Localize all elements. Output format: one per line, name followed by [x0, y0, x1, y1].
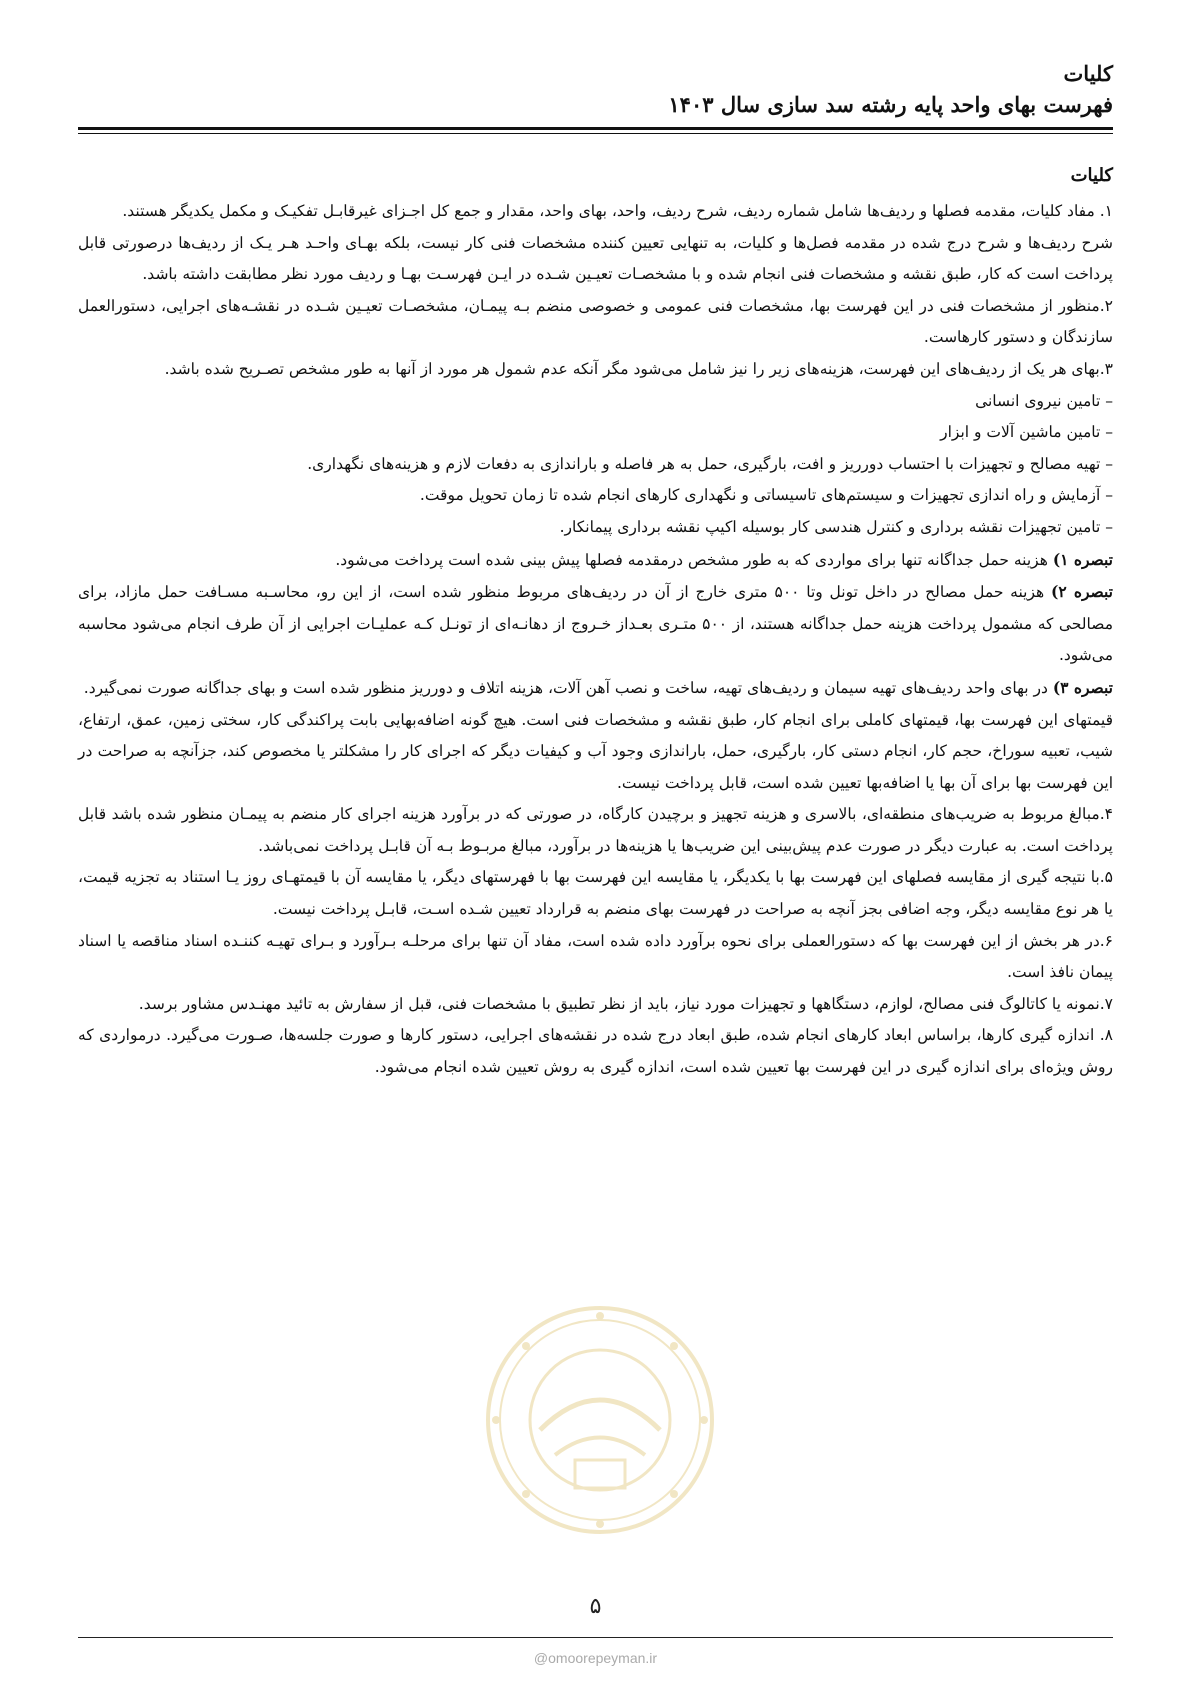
list-item: – تامین تجهیزات نقشه برداری و کنترل هندسی کار بوسیله اکیپ نقشه برداری پیمانکار.: [559, 517, 1113, 536]
watermark-seal-icon: [480, 1300, 720, 1540]
footer-divider: [78, 1637, 1113, 1638]
site-url: @omoorepeyman.ir: [533, 1650, 658, 1666]
list-item: – تهیه مصالح و تجهیزات با احتساب دورریز و افت، بارگیری، حمل به هر فاصله و باراندازی به دفعات لازم و هزینه‌های نگهداری.: [307, 454, 1113, 473]
paragraph-6: ۶.در هر بخش از این فهرست بها که دستورالعملی برای نحوه برآورد داده شده است، مفاد آن تنها برای مرحلـه بـرآورد و بـرای تهیـه کننـده اسناد مناقصه یا اسناد پیمان نافذ است.: [78, 931, 1113, 982]
note-2: [78, 576, 1113, 672]
note-text: هزینه حمل مصالح در داخل تونل وتا ۵۰۰ متری خارج از آن در ردیف‌های مربوط منظور شده است، از این رو، محاسـبه مسـافت حمل مازاد، برای مصالحی که مشمول پرداخت هزینه حمل جداگانه هستند، از ۵۰۰ متـری بعـداز خـروج از دهانـه‌ای از تونـل کـه عملیـات اجرایی از آن طرف انجام می‌شود محاسبه می‌شود.: [78, 583, 1113, 665]
list-item: – آزمایش و راه اندازی تجهیزات و سیستم‌های تاسیساتی و نگهداری کارهای انجام شده تا زمان تحویل موقت.: [419, 486, 1113, 505]
list-item: – تامین نیروی انسانی: [975, 391, 1113, 410]
note-label: تبصره ۲): [1050, 582, 1113, 602]
paragraph-1b: شرح ردیف‌ها و شرح درج شده در مقدمه فصل‌ها و کلیات، به تنهایی تعیین کننده مشخصات فنی کار نیست، بلکه بهـای واحـد هـر یـک از ردیف‌ها درصورتی قابل پرداخت است که کار، طبق نقشه و مشخصات فنی انجام شده و با مشخصـات تعیـین شـده در ایـن فهرسـت بهـا و ردیف مورد نظر مطابقت داشته باشد.: [78, 233, 1113, 284]
list-item: – تامین ماشین آلات و ابزار: [940, 423, 1113, 442]
note-label: تبصره ۳): [1052, 677, 1113, 697]
cost-items-list: [78, 386, 1113, 544]
section-title: کلیات: [1070, 165, 1113, 186]
header-divider-thin: [78, 133, 1113, 134]
paragraph-2: ۲.منظور از مشخصات فنی در این فهرست بها، مشخصات فنی عمومی و خصوصی منضم بـه پیمـان، مشخصـات تعیـین شـده در نقشـه‌های اجرایی، دستورالعمل سازندگان و دستور کارهاست.: [78, 296, 1113, 347]
header-divider-thick: [78, 127, 1113, 130]
note-3: [78, 672, 1113, 705]
paragraph-5: ۵.با نتیجه گیری از مقایسه فصلهای این فهرست بها با یکدیگر، یا مقایسه این فهرست بها با فهرستهای دیگر، یا مقایسه آن با قیمتهـای روز یـا استناد به تجزیه قیمت، یا هر نوع مقایسه دیگر، وجه اضافی بجز آنچه به صراحت در فهرست بهای منضم به قرارداد تعیین شـده اسـت، قابـل پرداخت نیست.: [78, 868, 1113, 919]
page-header: [78, 58, 1113, 120]
header-title: کلیات: [1063, 61, 1113, 86]
note-text: در بهای واحد ردیف‌های تهیه سیمان و ردیف‌های تهیه، ساخت و نصب آهن آلات، هزینه اتلاف و دورریز منظور شده است و بهای جداگانه صورت نمی‌گیرد.: [83, 678, 1053, 697]
paragraph-3: ۳.بهای هر یک از ردیف‌های این فهرست، هزینه‌های زیر را نیز شامل می‌شود مگر آنکه عدم شمول هر مورد از آنها به طور مشخص تصـریح شده باشد.: [164, 359, 1113, 378]
paragraph-8: ۸. اندازه گیری کارها، براساس ابعاد کارهای انجام شده، طبق ابعاد درج شده در نقشه‌های اجرایی، دستور کارها و صورت جلسه‌ها، صـورت می‌گیرد. درمواردی که روش ویژه‌ای برای اندازه گیری در این فهرست بها تعیین شده است، اندازه گیری به روش تعیین شده انجام می‌شود.: [78, 1026, 1113, 1077]
document-body: [78, 158, 1113, 1084]
paragraph-4: ۴.مبالغ مربوط به ضریب‌های منطقه‌ای، بالاسری و هزینه تجهیز و برچیدن کارگاه، در صورتی که در برآورد هزینه اجرای کار منضم به پیمـان منظور شده باشد قابل پرداخت است. به عبارت دیگر در صورت عدم پیش‌بینی این ضریب‌ها یا هزینه‌ها در برآورد، مبالغ مربـوط بـه آن قابـل پرداخت نمی‌باشد.: [78, 805, 1113, 855]
page-number: ۵: [589, 1594, 602, 1619]
paragraph-1: ۱. مفاد کلیات، مقدمه فصلها و ردیف‌ها شامل شماره ردیف، شرح ردیف، واحد، بهای واحد، مقدار و جمع کل اجـزای غیرقابـل تفکیـک و مکمل یکدیگر هستند.: [122, 202, 1113, 220]
note-text: هزینه حمل جداگانه تنها برای مواردی که به طور مشخص درمقدمه فصلها پیش بینی شده است پرداخت می‌شود.: [335, 550, 1053, 569]
note-label: تبصره ۱): [1052, 549, 1113, 569]
note-1: [78, 544, 1113, 577]
paragraph-7: ۷.نمونه یا کاتالوگ فنی مصالح، لوازم، دستگاهها و تجهیزات مورد نیاز، باید از نظر تطبیق با مشخصات فنی، قبل از سفارش به تائید مهنـدس مشاور برسد.: [138, 994, 1113, 1013]
header-subtitle: فهرست بهای واحد پایه رشته سد سازی سال ۱۴۰۳: [668, 92, 1113, 117]
paragraph-prices: قیمتهای این فهرست بها، قیمتهای کاملی برای انجام کار، طبق نقشه و مشخصات فنی است. هیچ گونه اضافه‌بهایی بابت پراکندگی کار، سختی زمین، عمق، ارتفاع، شیب، تعبیه سوراخ، حجم کار، انجام دستی کار، بارگیری، حمل، باراندازی وجود آب و کیفیات دیگر که اجرای کار را مشکلتر یا مخصوص کند، جزآنچه به صراحت در این فهرست بها برای آن بها یا اضافه‌بها تعیین شده است، قابل پرداخت نیست.: [78, 710, 1113, 792]
